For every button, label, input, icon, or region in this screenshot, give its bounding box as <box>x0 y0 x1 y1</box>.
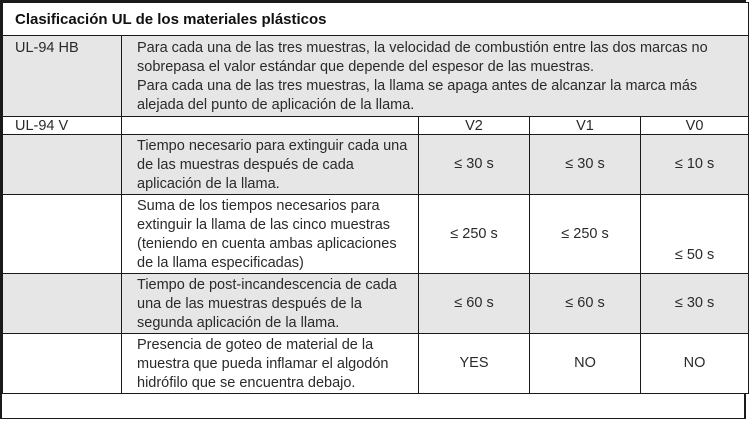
hb-paragraph-1: Para cada una de las tres muestras, la velocidad de combustión entre las dos marcas no sobrepasa el valor estándar que depende del espesor de las muestras. <box>137 40 708 75</box>
row-value-v0: ≤ 50 s <box>641 195 749 274</box>
row-value-v1: ≤ 60 s <box>530 274 641 334</box>
row-description: Tiempo necesario para extinguir cada una de las muestras después de cada aplicación de la llama. <box>122 135 419 195</box>
empty-label-cell <box>3 274 122 334</box>
row-value-v2: ≤ 60 s <box>419 274 530 334</box>
table-title: Clasificación UL de los materiales plásticos <box>3 3 749 36</box>
empty-label-cell <box>3 195 122 274</box>
table-title-row <box>3 3 749 36</box>
table-row <box>3 195 749 274</box>
row-value-v1: ≤ 250 s <box>530 195 641 274</box>
table-row <box>3 334 749 394</box>
v-header-empty-cell <box>122 117 419 135</box>
row-description: Suma de los tiempos necesarios para extinguir la llama de las cinco muestras (teniendo en cuenta ambas aplicaciones de la llama especificadas) <box>122 195 419 274</box>
table-row <box>3 274 749 334</box>
column-header-v0: V0 <box>641 117 749 135</box>
column-header-v1: V1 <box>530 117 641 135</box>
ul-classification-table <box>2 2 749 394</box>
column-header-v2: V2 <box>419 117 530 135</box>
row-value-v2: ≤ 250 s <box>419 195 530 274</box>
row-value-v0: NO <box>641 334 749 394</box>
hb-description <box>122 36 749 117</box>
row-value-v2: ≤ 30 s <box>419 135 530 195</box>
empty-label-cell <box>3 334 122 394</box>
table-row <box>3 135 749 195</box>
row-description: Tiempo de post-incandescencia de cada una de las muestras después de la segunda aplicación de la llama. <box>122 274 419 334</box>
hb-row <box>3 36 749 117</box>
row-value-v1: NO <box>530 334 641 394</box>
row-value-v1: ≤ 30 s <box>530 135 641 195</box>
v-header-row <box>3 117 749 135</box>
hb-label: UL-94 HB <box>3 36 122 117</box>
row-value-v2: YES <box>419 334 530 394</box>
v-label: UL-94 V <box>3 117 122 135</box>
row-description: Presencia de goteo de material de la muestra que pueda inflamar el algodón hidrófilo que se encuentra debajo. <box>122 334 419 394</box>
hb-paragraph-2: Para cada una de las tres muestras, la llama se apaga antes de alcanzar la marca más alejada del punto de aplicación de la llama. <box>137 78 698 113</box>
row-value-v0: ≤ 10 s <box>641 135 749 195</box>
row-value-v0: ≤ 30 s <box>641 274 749 334</box>
empty-label-cell <box>3 135 122 195</box>
